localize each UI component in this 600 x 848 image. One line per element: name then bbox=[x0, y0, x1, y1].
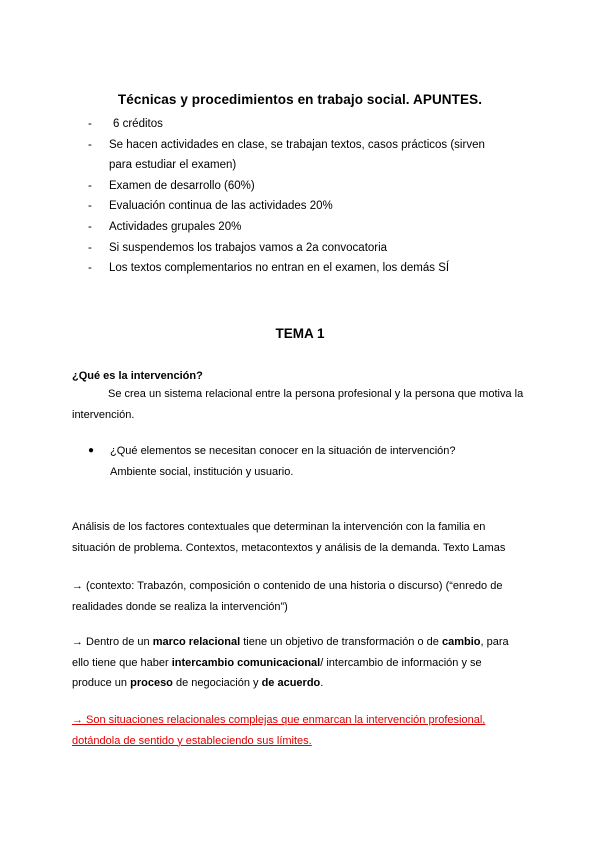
document-title: Técnicas y procedimientos en trabajo social. APUNTES. bbox=[117, 92, 483, 107]
bullet-text: Actividades grupales 20% bbox=[109, 220, 242, 233]
bullet-item bbox=[88, 135, 528, 156]
paragraph-line: realidades donde se realiza la intervención”) bbox=[72, 600, 288, 613]
bullet-item bbox=[88, 258, 528, 279]
paragraph-analysis bbox=[72, 517, 532, 558]
paragraph-context bbox=[72, 576, 532, 617]
text-run: , para bbox=[480, 636, 509, 648]
section-title: TEMA 1 bbox=[275, 326, 325, 341]
paragraph-line: dotándola de sentido y estableciendo sus límites. bbox=[72, 734, 312, 747]
bullet-item bbox=[88, 114, 528, 135]
question-heading: ¿Qué es la intervención? bbox=[72, 370, 203, 382]
info-bullet-list bbox=[88, 114, 528, 279]
bullet-text: Evaluación continua de las actividades 20% bbox=[109, 200, 333, 213]
text-run: / intercambio de información y se bbox=[320, 656, 482, 669]
bold-term: de acuerdo bbox=[261, 677, 321, 689]
question-body-line1: Se crea un sistema relacional entre la persona profesional y la persona que motiva la bbox=[108, 388, 524, 400]
bullet-text: Los textos complementarios no entran en el examen, los demás SÍ bbox=[109, 262, 450, 275]
question-body bbox=[72, 384, 532, 425]
bullet-dash: - bbox=[88, 262, 92, 275]
bullet-item bbox=[88, 176, 528, 197]
text-run: → Dentro de un bbox=[72, 636, 153, 648]
bullet-text: 6 créditos bbox=[113, 118, 163, 130]
bullet-dash: - bbox=[88, 241, 92, 254]
bold-term: intercambio comunicacional bbox=[171, 656, 321, 669]
paragraph-line: → Son situaciones relacionales complejas que enmarcan la intervención profesional, bbox=[72, 714, 486, 726]
bullet-item bbox=[88, 238, 528, 259]
question-body-line2: intervención. bbox=[72, 408, 135, 421]
dot-item-answer: Ambiente social, institución y usuario. bbox=[110, 465, 294, 478]
text-run: tiene un objetivo de transformación o de bbox=[240, 636, 442, 648]
paragraph-line: Análisis de los factores contextuales que determinan la intervención con la familia en bbox=[72, 521, 486, 533]
text-run: ello tiene que haber bbox=[72, 656, 172, 669]
bullet-dot-icon: ● bbox=[88, 445, 95, 456]
bullet-item-continuation bbox=[88, 155, 528, 176]
bold-term: proceso bbox=[130, 677, 173, 689]
text-run: . bbox=[320, 677, 324, 689]
text-run: de negociación y bbox=[172, 677, 262, 689]
bold-term: cambio bbox=[441, 636, 481, 648]
paragraph-line: situación de problema. Contextos, metacontextos y análisis de la demanda. Texto Lamas bbox=[72, 541, 506, 554]
paragraph-relational-frame bbox=[72, 632, 532, 694]
bold-term: marco relacional bbox=[152, 636, 241, 648]
bullet-dash: - bbox=[88, 200, 92, 213]
bullet-dash: - bbox=[88, 138, 92, 151]
bullet-text: Si suspendemos los trabajos vamos a 2a convocatoria bbox=[109, 241, 388, 254]
bullet-text: Examen de desarrollo (60%) bbox=[109, 179, 255, 192]
text-run: produce un bbox=[72, 677, 131, 689]
bullet-dash: - bbox=[88, 118, 92, 130]
paragraph-line: → (contexto: Trabazón, composición o contenido de una historia o discurso) (“enredo de bbox=[72, 580, 503, 592]
bullet-dash: - bbox=[88, 179, 92, 192]
bullet-text: Se hacen actividades en clase, se trabajan textos, casos prácticos (sirven bbox=[109, 138, 485, 151]
bullet-dash: - bbox=[88, 220, 92, 233]
bullet-item bbox=[88, 196, 528, 217]
highlighted-conclusion bbox=[72, 710, 532, 751]
dot-item-question: ¿Qué elementos se necesitan conocer en la situación de intervención? bbox=[110, 445, 456, 457]
dot-bullet-item bbox=[88, 441, 518, 482]
bullet-item bbox=[88, 217, 528, 238]
bullet-text: para estudiar el examen) bbox=[109, 159, 237, 172]
